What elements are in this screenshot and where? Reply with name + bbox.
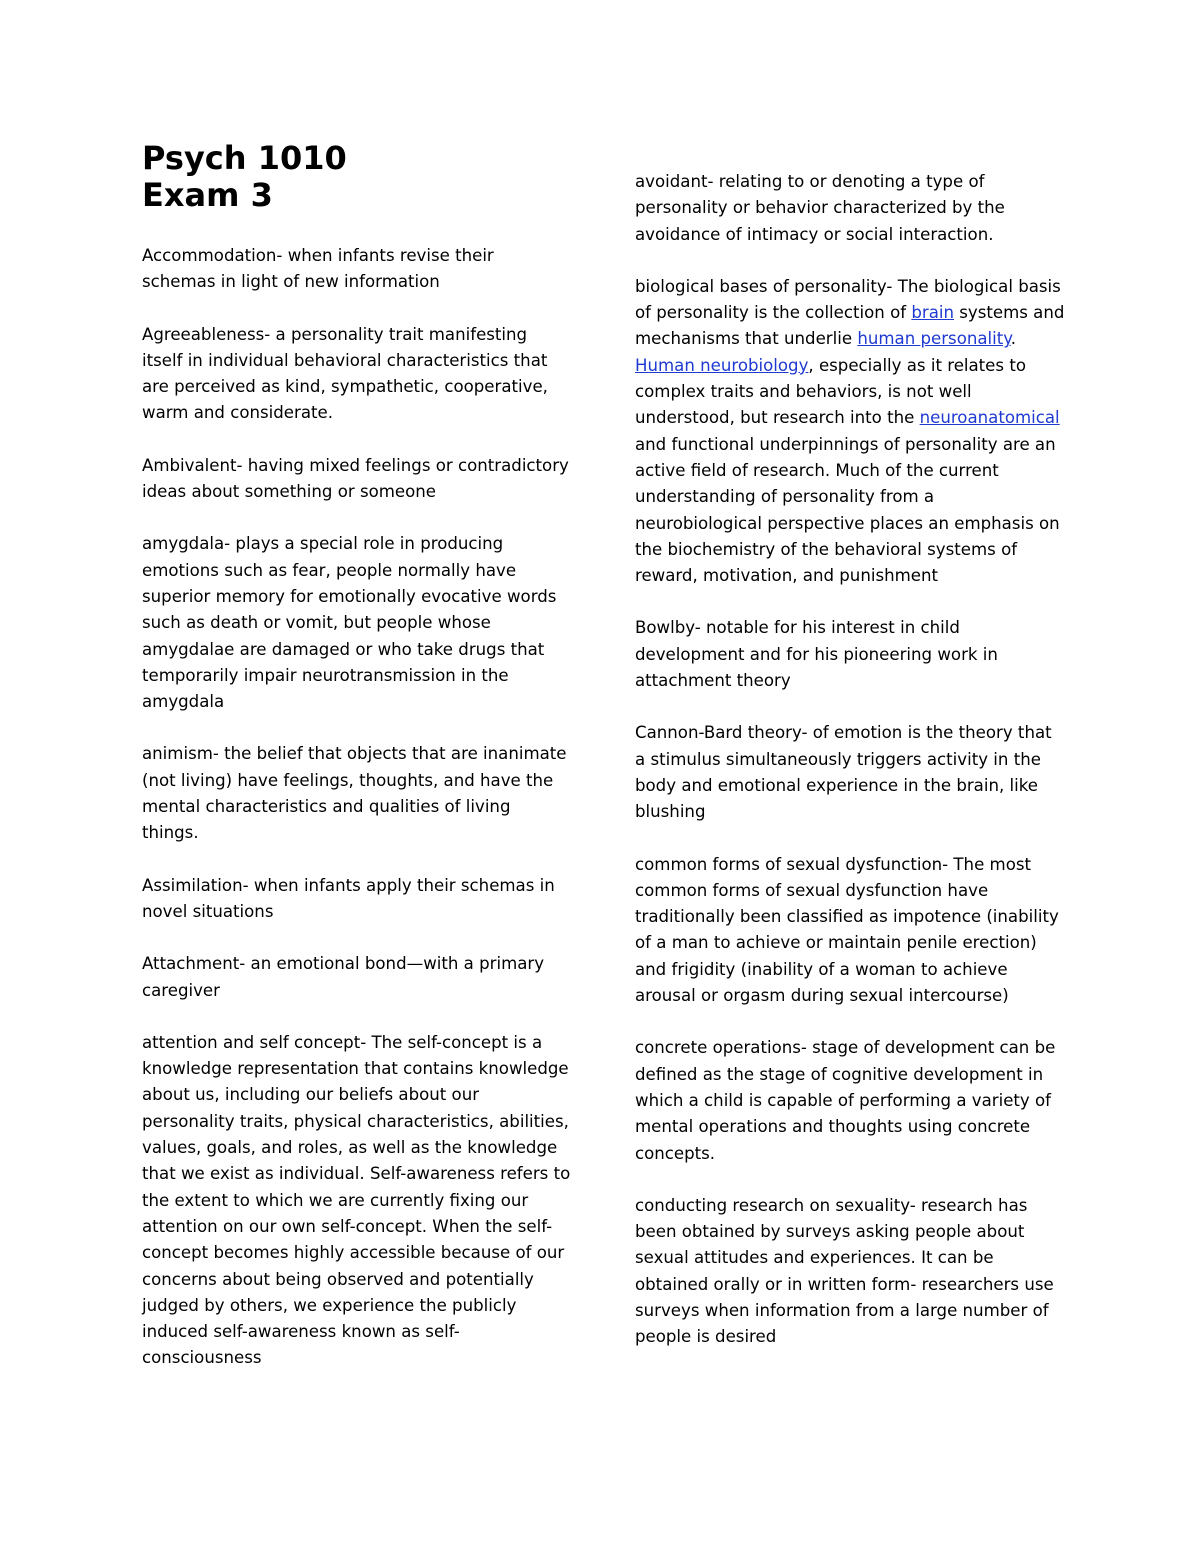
biological-text-5: and functional underpinnings of personality are an active field of research. Much of the current understanding of personality from a neurobiological perspective places an emphasis on the biochemistry of the behavioral systems of reward, motivation, and punishment <box>635 434 1060 586</box>
link-human-neurobiology[interactable]: Human neurobiology <box>635 355 809 375</box>
entry-assimilation: Assimilation- when infants apply their schemas in novel situations <box>142 875 555 921</box>
entry-conducting-research: conducting research on sexuality- research has been obtained by surveys asking people about sexual attitudes and experiences. It can be obtained orally or in written form- researchers use surveys when information from a large number of people is desired <box>635 1195 1054 1347</box>
link-human-personality[interactable]: human personality <box>857 329 1011 349</box>
right-entries <box>635 169 1065 1377</box>
entry-amygdala: amygdala- plays a special role in producing emotions such as fear, people normally have superior memory for emotionally evocative words such as death or vomit, but people whose amygdalae are damaged or who take drugs that temporarily impair neurotransmission in the amygdala <box>142 534 557 712</box>
biological-text-3: . <box>1010 329 1016 349</box>
entry-avoidant: avoidant- relating to or denoting a type of personality or behavior characterized by the avoidance of intimacy or social interaction. <box>635 172 1005 244</box>
entry-ambivalent: Ambivalent- having mixed feelings or contradictory ideas about something or someone <box>142 455 569 502</box>
title-line-exam: Exam 3 <box>142 176 273 214</box>
title-line-course: Psych 1010 <box>142 139 347 177</box>
entry-attachment: Attachment- an emotional bond—with a primary caregiver <box>142 954 545 1000</box>
biological-text-2: systems and mechanisms that underlie <box>635 303 1065 349</box>
entry-concrete-operations: concrete operations- stage of development can be defined as the stage of cognitive development in which a child is capable of performing a variety of mental operations and thoughts using concrete concepts. <box>635 1038 1056 1163</box>
entry-cannon-bard: Cannon-Bard theory- of emotion is the theory that a stimulus simultaneously triggers activity in the body and emotional experience in the brain, like blushing <box>635 723 1052 822</box>
entry-attention-self-concept: attention and self concept- The self-concept is a knowledge representation that contains knowledge about us, including our beliefs about our personality traits, physical characteristics, abilities, values, goals, and roles, as well as the knowledge that we exist as individual. Self-awareness refers to the extent to which we are currently fixing our attention on our own self-concept. When the self-concept becomes highly accessible because of our concerns about being observed and potentially judged by others, we experience the publicly induced self-awareness known as self-consciousness <box>142 1032 571 1368</box>
biological-text-4: , especially as it relates to complex traits and behaviors, is not well understood, but research into the <box>635 355 1026 428</box>
entry-animism: animism- the belief that objects that are inanimate (not living) have feelings, thoughts, and have the mental characteristics and qualities of living things. <box>142 744 567 843</box>
document-title <box>142 140 347 214</box>
left-entries <box>142 243 572 1398</box>
entry-accommodation: Accommodation- when infants revise their schemas in light of new information <box>142 246 494 292</box>
link-neuroanatomical[interactable]: neuroanatomical <box>919 408 1060 428</box>
entry-agreeableness: Agreeableness- a personality trait manifesting itself in individual behavioral characteristics that are perceived as kind, sympathetic, cooperative, warm and considerate. <box>142 324 548 423</box>
entry-sexual-dysfunction: common forms of sexual dysfunction- The most common forms of sexual dysfunction have traditionally been classified as impotence (inability of a man to achieve or maintain penile erection) and frigidity (inability of a woman to achieve arousal or orgasm during sexual intercourse) <box>635 854 1059 1006</box>
entry-bowlby: Bowlby- notable for his interest in child development and for his pioneering work in attachment theory <box>635 618 998 691</box>
entry-biological-bases <box>635 274 1065 590</box>
link-brain[interactable]: brain <box>911 303 954 323</box>
biological-text-1: biological bases of personality- The biological basis of personality is the collection of <box>635 276 1061 323</box>
